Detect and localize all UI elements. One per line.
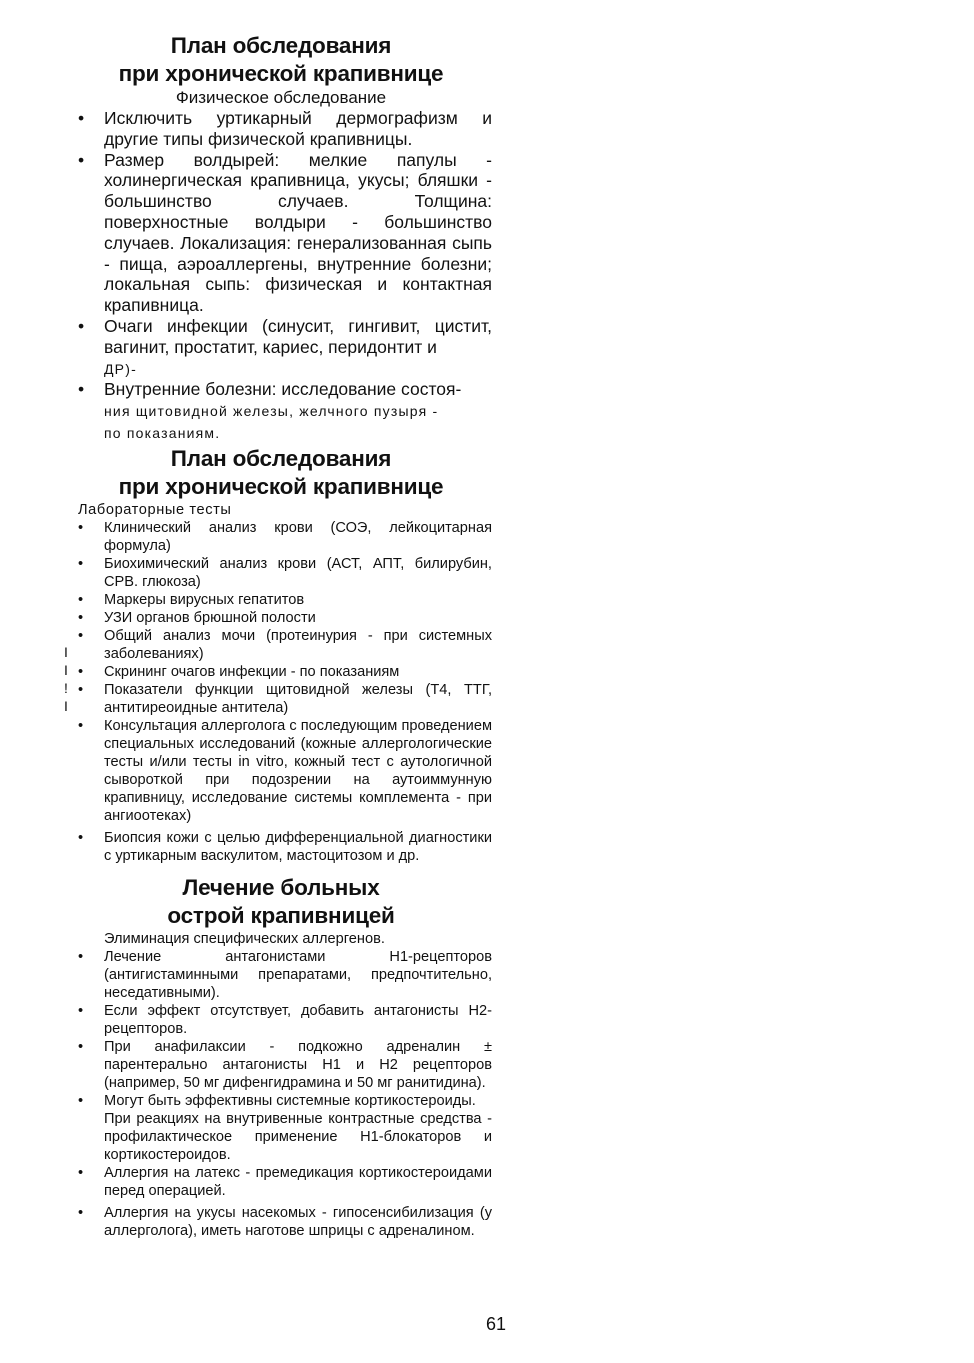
list-item: • Очаги инфекции (синусит, гингивит, цистит, вагинит, простатит, кариес, перидонтит и ДР)- [78,315,492,377]
list-item: • Размер волдырей: мелкие папулы - холинергическая крапивница, укусы; бляшки - большинство случаев. Толщина: поверхностные волдыри - большинство случаев. Локализация: генерализованная сыпь - пища, аэроаллергены, внутренние болезни; локальная сыпь: физическая и контактная крапивница. [78,149,492,316]
list-item: • Общий анализ мочи (протеинурия - при системных заболеваниях) [78,628,492,662]
bullet-icon: • [78,379,85,400]
title-line-1: Лечение больных [182,875,380,900]
bullet-icon: • [78,610,84,626]
title-line-1: План обследования [170,33,392,58]
bullet-list [70,108,492,444]
bullet-icon: • [78,1039,84,1055]
bullet-icon: • [78,1003,84,1019]
title-line-2: острой крапивницей [167,903,395,928]
section-title [70,445,492,501]
margin-mark: I [64,644,68,660]
list-item: • При анафилаксии - подкожно адреналин ± парентерально антагонисты Н1 и Н2 рецепторов (например, 50 мг дифенгидрамина и 50 мг ранитидина). [78,1039,492,1091]
title-line-2: при хронической крапивнице [118,474,444,499]
bullet-icon: • [78,592,84,608]
bullet-icon: • [78,556,84,572]
list-item: • Аллергия на укусы насекомых - гипосенсибилизация (у аллерголога), иметь наготове шприцы с адреналином. [78,1205,492,1239]
margin-mark: I [64,698,68,714]
section-title [70,32,492,88]
margin-mark: I [64,662,68,678]
section-subtitle: Лабораторные тесты [78,502,232,518]
bullet-icon: • [78,949,84,965]
bullet-icon: • [78,149,85,170]
bullet-list [70,948,492,1110]
page-number: 61 [486,1314,507,1334]
list-item: • Лечение антагонистами Н1-рецепторов (антигистаминными препаратами, предпочтительно, неседативными). [78,949,492,1001]
section-intro: Элиминация специфических аллергенов. [104,931,385,947]
list-item: • Аллергия на латекс - премедикация кортикостероидами перед операцией. [78,1165,492,1199]
list-item: • Маркеры вирусных гепатитов [78,592,305,608]
list-item: • Если эффект отсутствует, добавить антагонисты Н2-рецепторов. [78,1003,492,1037]
list-item: • Показатели функции щитовидной железы (Т4, ТТГ, антитиреоидные антитела) [78,682,492,716]
bullet-icon: • [78,682,84,698]
bullet-icon: • [78,664,84,680]
bullet-icon: • [78,1165,84,1181]
list-item: • Клинический анализ крови (СОЭ, лейкоцитарная формула) [78,520,492,554]
title-line-1: План обследования [170,446,392,471]
section-lab-tests [70,445,492,865]
list-item: • Исключить уртикарный дермографизм и другие типы физической крапивницы. [78,108,492,149]
bullet-icon: • [78,108,85,128]
list-item-tail: ния щитовидной железы, желчного пузыря - [104,403,439,420]
section-title [70,874,492,930]
list-item-tail: ДР)- [104,360,137,377]
bullet-icon: • [78,315,85,336]
list-item: • Внутренние болезни: исследование состоя- ния щитовидной железы, желчного пузыря - по показаниям. [78,379,462,441]
margin-mark: ! [64,680,68,696]
bullet-icon: • [78,628,84,644]
bullet-list [70,1164,492,1240]
section-treatment [70,874,492,1240]
margin-marks [64,643,68,715]
note-paragraph: При реакциях на внутривенные контрастные средства - профилактическое применение Н1-блокаторов и кортикостероидов. [104,1111,492,1163]
list-item: • Биопсия кожи с целью дифференциальной диагностики с уртикарным васкулитом, мастоцитозом и др. [78,830,492,864]
section-subtitle: Физическое обследование [175,88,387,107]
bullet-icon: • [78,718,84,734]
list-item: • УЗИ органов брюшной полости [78,610,316,626]
list-item: • Консультация аллерголога с последующим проведением специальных исследований (кожные аллергологические тесты и/или тесты in vitro, кожный тест с аутологичной сывороткой при подозрении на аутоиммунную крапивницу, исследование системы комплемента - при ангиоотеках) [78,718,492,824]
bullet-icon: • [78,830,84,846]
bullet-icon: • [78,520,84,536]
list-item-tail: по показаниям. [104,424,221,441]
list-item: • Скрининг очагов инфекции - по показаниям [78,664,400,680]
bullet-list [70,519,492,865]
bullet-icon: • [78,1205,84,1221]
list-item: • Биохимический анализ крови (АСТ, АПТ, билирубин, СРВ. глюкоза) [78,556,492,590]
bullet-icon: • [78,1093,84,1109]
section-physical-exam [70,32,492,444]
title-line-2: при хронической крапивнице [118,61,444,86]
list-item: • Могут быть эффективны системные кортикостероиды. [78,1093,476,1109]
